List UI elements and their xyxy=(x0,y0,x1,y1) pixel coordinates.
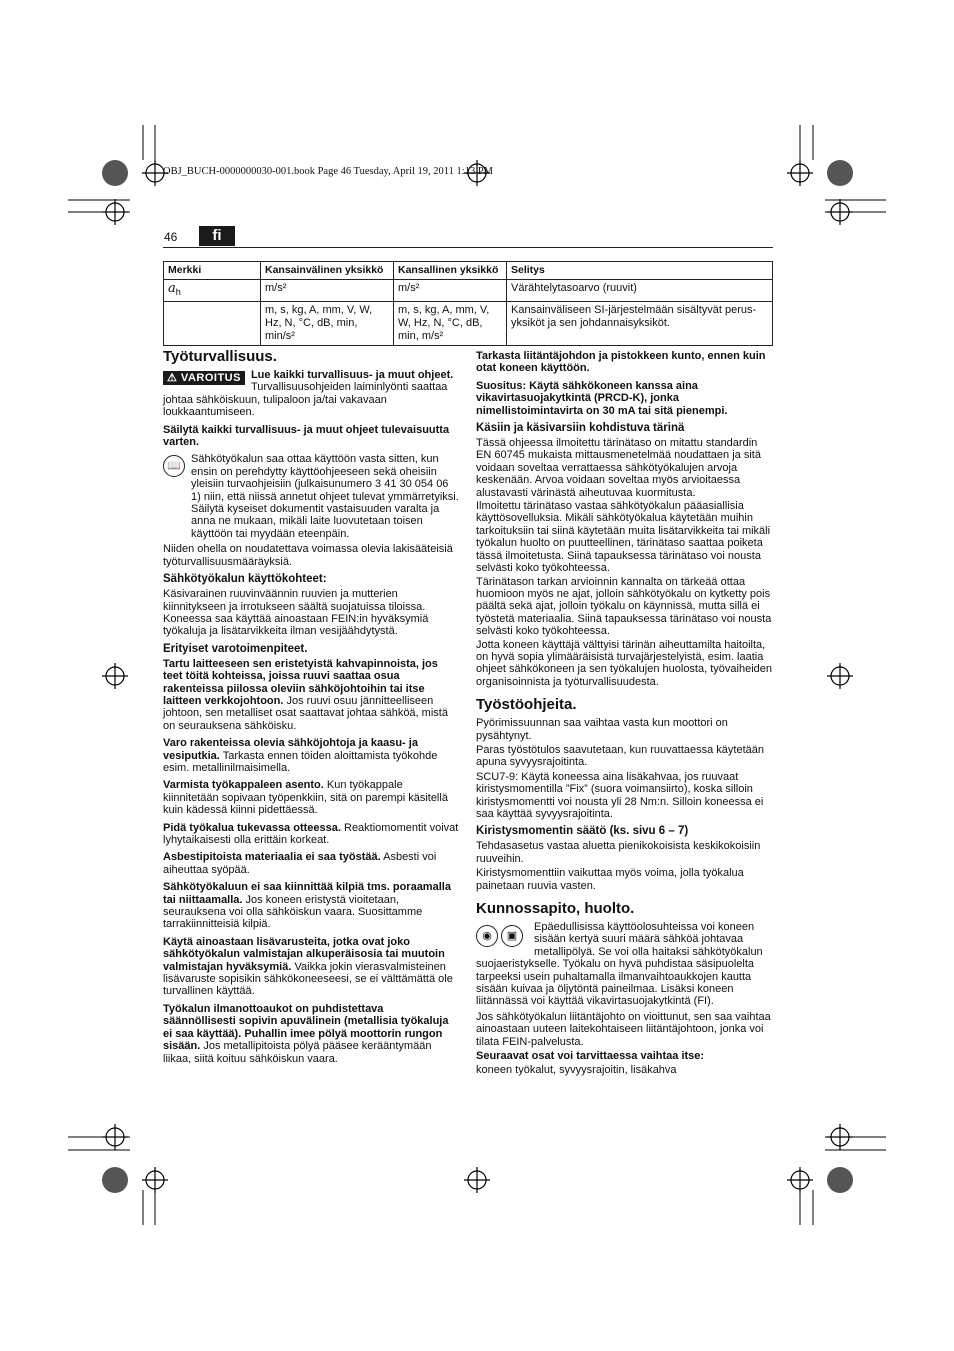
header-rule xyxy=(163,247,773,248)
work-2: Paras työstötulos saavutetaan, kun ruuvattaessa käytetään apuna syvyysrajoitinta. xyxy=(476,743,765,769)
precaution-5: Asbestipitoista materiaalia ei saa työstää. Asbesti voi aiheuttaa syöpää. xyxy=(163,851,437,876)
vibration-4: Jotta koneen käyttäjä välttyisi tärinän aiheuttamilta haitoilta, on hyvä sopia ylimääräisistä turvajärjestelyistä, esim. laatia ohjeet sähkökoneen ja sen työkalujen huolosta, työvaiheiden organisoinnista ja työturvallisuudesta. xyxy=(476,638,772,688)
table-cell-symbol xyxy=(164,302,261,346)
precaution-6: Sähkötyökaluun ei saa kiinnittää kilpiä tms. poraamalla tai niittaamalla. Jos koneen eristystä vioitetaan, seurauksena voi olla sähköiskun vaara. Suosittamme tarrakiinnitteisiä kilpiä. xyxy=(163,881,451,931)
table-header-cell: Kansainvälinen yksikkö xyxy=(261,262,394,280)
keep-instructions: Säilytä kaikki turvallisuus- ja muut ohjeet tulevaisuutta varten. xyxy=(163,423,450,449)
heading-torque: Kiristysmomentin säätö (ks. sivu 6 – 7) xyxy=(476,825,689,838)
torque-1: Tehdasasetus vastaa aluetta pienikokoisista keskikokoisiin ruuveihin. xyxy=(476,840,761,865)
table-cell: m/s² xyxy=(261,280,394,302)
table-cell-symbol: $a_h$ xyxy=(164,280,261,302)
read-manual-icon: 📖 xyxy=(163,455,185,477)
precaution-2: Varo rakenteissa olevia sähköjohtoja ja kaasu- ja vesiputkia. Tarkasta ennen töiden aloittamista työkohde esim. metallinilmaisimella. xyxy=(163,737,438,774)
purpose-text: Käsivarainen ruuvinväännin ruuvien ja mutterien kiinnitykseen ja irrotukseen säältä suojatuissa tiloissa. Koneessa saa käyttää ainoastaan FEIN:in hyväksymiä työkaluja ja lisätarvikkeita ilman vesijäähdytystä. xyxy=(163,588,429,638)
work-3: SCU7-9: Käytä koneessa aina lisäkahvaa, jos ruuvaat kiristysmomentilla ”Fix” (suora voimansiirto), koska silloin kiristysmomentti voi nousta yli 28 Nm:n. Silloin koneessa ei saa käyttää syvyysrajoitinta. xyxy=(476,770,764,820)
table-row xyxy=(164,302,773,346)
section-title-safety: Työturvallisuus. xyxy=(163,348,277,365)
table-row xyxy=(164,280,773,302)
section-title-work: Työstöohjeita. xyxy=(476,696,577,714)
maintenance-cable: Jos sähkötyökalun liitäntäjohto on vioittunut, sen saa vaihtaa ainoastaan uuteen laitekohtaiseen liitäntäjohtoon, jonka voi tilata FEIN-palvelusta. xyxy=(476,1010,771,1048)
vibration-3: Tärinätason tarkan arvioinnin kannalta on tärkeää ottaa huomioon myös ne ajat, jolloin sähkötyökalu on kytketty pois päältä sekä ajat, jolloin työkalu on käynnissä, mutta sillä ei työstetä materiaalia. Siinä tapauksessa tärinätaso voi nousta selvästi koko työkohteessa. xyxy=(476,575,772,638)
precaution-3: Varmista työkappaleen asento. Kun työkappale kiinnitetään sopivaan työpenkkiin, sitä on parempi käsitellä kuin kädessä kiinni pidettäessä. xyxy=(163,779,448,817)
units-table xyxy=(163,261,773,346)
prcd-recommendation: Suositus: Käytä sähkökoneen kanssa aina vikavirtasuojakytkintä (PRCD-K), jonka nimellistoimintavirta on 30 mA tai sitä pienempi. xyxy=(476,379,728,417)
warning-badge: ⚠ VAROITUS xyxy=(163,371,245,385)
warning-paragraph: ⚠ VAROITUS Lue kaikki turvallisuus- ja muut ohjeet. Turvallisuusohjeiden laiminlyönti saattaa johtaa sähköiskuun, tulipaloon ja/tai vakavaan loukkaantumiseen. xyxy=(163,369,454,419)
precaution-4: Pidä työkalua tukevassa otteessa. Reaktiomomentit voivat lyhytaikaisesti olla erittäin korkeat. xyxy=(163,821,459,846)
manual-paragraph: 📖 Sähkötyökalun saa ottaa käyttöön vasta sitten, kun ensin on perehdytty käyttöohjeeseen sekä oheisiin yleisiin turvaohjeisiin (julkaisunumero 3 41 30 054 06 1) niin, että niissä annetut ohjeet tulevat ymmärretyiksi. Säilytä kyseiset dokumentit vastaisuuden varalta ja anna ne mukaan, mikäli laite luovutetaan toisen käyttöön tai myydään eteenpäin. xyxy=(163,453,459,543)
right-column xyxy=(476,350,772,1081)
language-badge: fi xyxy=(199,226,235,246)
table-cell: m, s, kg, A, mm, V, W, Hz, N, °C, dB, min, m/s² xyxy=(394,302,507,346)
heading-special: Erityiset varotoimenpiteet. xyxy=(163,642,308,655)
check-cable: Tarkasta liitäntäjohdon ja pistokkeen kunto, ennen kuin otat koneen käyttöön. xyxy=(476,350,766,375)
torque-2: Kiristysmomenttiin vaikuttaa myös voima, jolla työkalua painetaan ruuvia vasten. xyxy=(476,867,744,892)
precaution-7: Käytä ainoastaan lisävarusteita, jotka ovat joko sähkötyökalun valmistajan alkuperäisosia tai muutoin valmistajan hyväksymiä. Vaikka jokin vierasvalmisteinen lisävaruste sopisikin sähkökoneeseesi, se ei välttämättä ole turvallinen käyttää. xyxy=(163,935,453,998)
heading-purpose: Sähkötyökalun käyttökohteet: xyxy=(163,573,327,586)
file-info-line: OBJ_BUCH-0000000030-001.book Page 46 Tuesday, April 19, 2011 1:13 PM xyxy=(163,166,493,177)
replaceable-parts: koneen työkalut, syvyysrajoitin, lisäkahva xyxy=(476,1063,677,1076)
table-header-cell: Merkki xyxy=(164,262,261,280)
table-header-cell: Selitys xyxy=(507,262,773,280)
replaceable-parts-heading: Seuraavat osat voi tarvittaessa vaihtaa itse: xyxy=(476,1050,705,1063)
table-cell: m/s² xyxy=(394,280,507,302)
compressed-air-icon: ▣ xyxy=(501,925,523,947)
work-1: Pyörimissuunnan saa vaihtaa vasta kun moottori on pysähtynyt. xyxy=(476,717,728,742)
heading-vibration: Käsiin ja käsivarsiin kohdistuva tärinä xyxy=(476,422,685,435)
page-number: 46 xyxy=(164,230,178,244)
dust-icon: ◉ xyxy=(476,925,498,947)
precaution-8: Työkalun ilmanottoaukot on puhdistettava säännöllisesti sopivin apuvälinein (metallisia työkaluja ei saa käyttää). Puhallin imee pölyä moottorin rungon sisään. Jos metallipitoista pölyä pääsee kerääntymään liikaa, siitä koituu sähköiskun vaara. xyxy=(163,1002,449,1065)
table-cell: Kansainväliseen SI-järjestelmään sisältyvät perus-yksiköt ja sen johdannaisyksiköt. xyxy=(507,302,773,346)
vibration-1: Tässä ohjeessa ilmoitettu tärinätaso on mitattu standardin EN 60745 mukaista mittausmenetelmää noudattaen ja sitä voidaan soveltaa verrattaessa sähkötyökalujen arvoja keskenään. Arvoa voidaan soveltaa myös arvioitaessa alustavasti värinästä aiheutuvaa kuormitusta. xyxy=(476,437,761,499)
table-header-row xyxy=(164,262,773,280)
left-column xyxy=(163,348,459,1070)
section-title-maintenance: Kunnossapito, huolto. xyxy=(476,900,635,918)
precaution-1: Tartu laitteeseen sen eristetyistä kahvapinnoista, jos teet töitä kohteissa, joissa ruuvi saattaa osua rakenteissa piilossa oleviin sähköjohtoihin tai itse laitteen verkkojohtoon. Jos ruuvi osuu jännitteelliseen johtoon, sen metalliset osat saattavat johtaa sähköä, mistä on seurauksena sähköisku. xyxy=(163,657,448,732)
table-header-cell: Kansallinen yksikkö xyxy=(394,262,507,280)
vibration-2: Ilmoitettu tärinätaso vastaa sähkötyökalun pääasiallisia käyttösovelluksia. Mikäli sähkötyökalua käytetään muihin tarkoituksiin tai siinä käytetään muita lisätarvikkeita tai mikäli työkalun huolto on puutteellinen, tärinätaso saattaa poiketa tässä ilmoitetusta. Siinä tapauksessa tärinätaso voi nousta selvästi koko työkohteessa. xyxy=(476,500,771,575)
regulations-text: Niiden ohella on noudatettava voimassa olevia lakisääteisiä työturvallisuusmääräyksiä. xyxy=(163,543,453,568)
table-cell: Värähtelytasoarvo (ruuvit) xyxy=(507,280,773,302)
maintenance-paragraph: ◉ ▣ Epäedullisissa käyttöolosuhteissa voi koneen sisään kertyä suuri määrä sähköä johtavaa metallipölyä. Se voi olla haitaksi sähkötyökalun suojaeristykselle. Työkalu on hyvä puhdistaa säsipuolelta tarpeeksi usein puhaltamalla ilmanvaihtoaukkojen kautta sisään kuivaa ja öljytöntä paineilmaa. Lisäksi koneen liitännässä voi käyttää vikavirtasuojakytkintä (FI). xyxy=(476,921,763,1008)
table-cell: m, s, kg, A, mm, V, W, Hz, N, °C, dB, min, min/s² xyxy=(261,302,394,346)
